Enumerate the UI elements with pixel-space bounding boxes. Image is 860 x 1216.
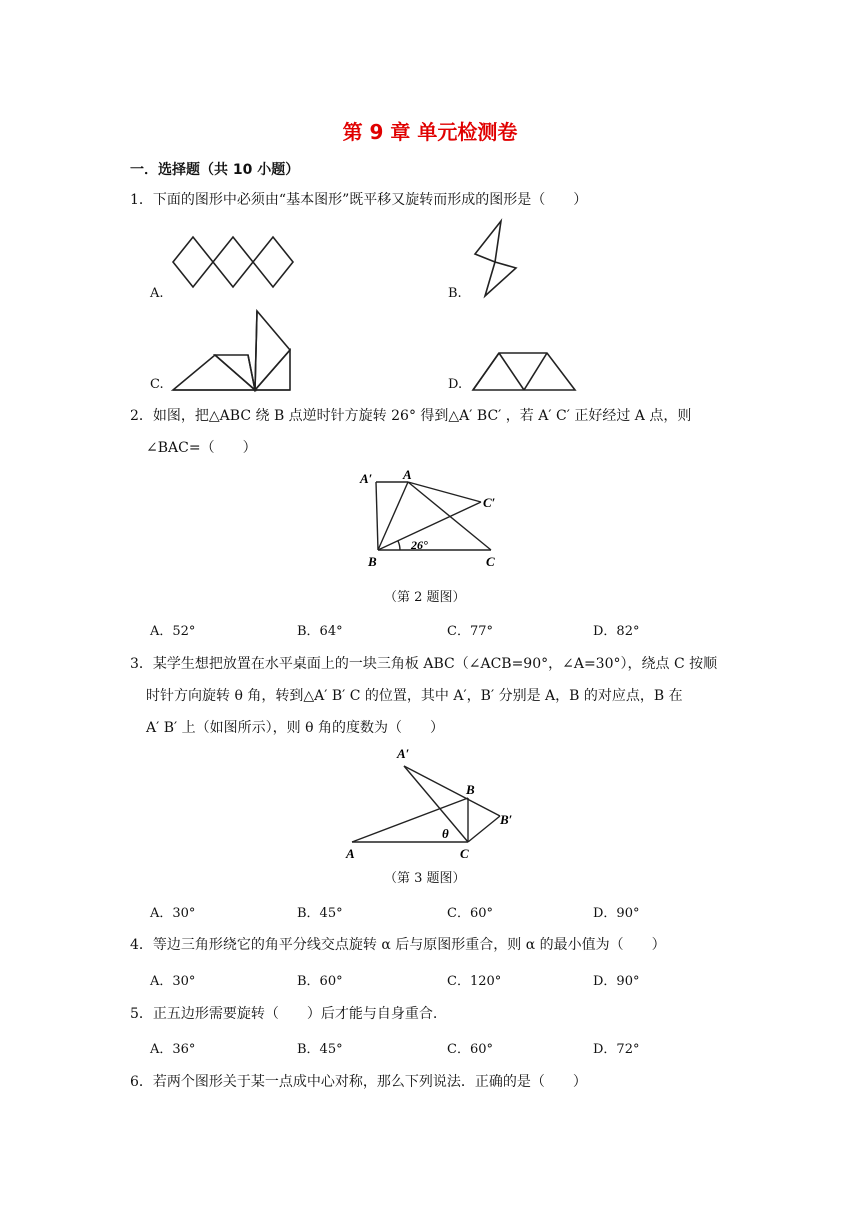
q3-option-d[interactable]: D．90° xyxy=(593,906,640,921)
q1-figure-b xyxy=(470,218,526,300)
q3-option-b[interactable]: B．45° xyxy=(297,906,343,921)
q5-option-d[interactable]: D．72° xyxy=(593,1042,640,1057)
question-3-stem-line3: A′ B′ 上（如图所示），则 θ 角的度数为（ ） xyxy=(146,720,444,736)
q1-option-d[interactable]: D. xyxy=(448,377,463,392)
question-2-stem-line2: ∠BAC=（ ） xyxy=(146,440,257,456)
q2-label-c: C xyxy=(486,554,495,569)
q3-label-b: B xyxy=(466,782,475,797)
q2-figure xyxy=(356,466,506,572)
q4-option-d[interactable]: D．90° xyxy=(593,974,640,989)
q5-option-c[interactable]: C．60° xyxy=(447,1042,493,1057)
q5-option-b[interactable]: B．45° xyxy=(297,1042,343,1057)
q3-option-c[interactable]: C．60° xyxy=(447,906,493,921)
question-3-stem-line1: 3．某学生想把放置在水平桌面上的一块三角板 ABC（∠ACB=90°，∠A=30°），绕点 C 按顺 xyxy=(130,656,718,672)
q3-label-a-prime: A′ xyxy=(397,746,410,761)
q2-option-a[interactable]: A．52° xyxy=(150,624,196,639)
question-2-stem-line1: 2．如图，把△ABC 绕 B 点逆时针方旋转 26° 得到△A′ BC′ ，若 A′ C′ 正好经过 A 点，则 xyxy=(130,408,692,424)
q1-figure-c xyxy=(170,308,296,394)
q2-option-d[interactable]: D．82° xyxy=(593,624,640,639)
q3-figure xyxy=(340,740,520,864)
q1-option-b[interactable]: B. xyxy=(448,286,462,301)
q2-option-b[interactable]: B．64° xyxy=(297,624,343,639)
q3-label-c: C xyxy=(460,846,469,861)
q4-option-c[interactable]: C．120° xyxy=(447,974,502,989)
q1-option-c[interactable]: C. xyxy=(150,377,164,392)
q2-label-a-prime: A′ xyxy=(360,471,373,486)
q2-caption: （第 2 题图） xyxy=(384,590,466,605)
q2-label-a: A xyxy=(403,467,412,482)
q3-label-theta: θ xyxy=(442,826,449,841)
q3-label-a: A xyxy=(346,846,355,861)
q2-label-angle: 26° xyxy=(411,538,428,552)
q1-figure-d xyxy=(468,350,580,394)
q4-option-a[interactable]: A．30° xyxy=(150,974,196,989)
q5-option-a[interactable]: A．36° xyxy=(150,1042,196,1057)
question-3-stem-line2: 时针方向旋转 θ 角，转到△A′ B′ C 的位置，其中 A′，B′ 分别是 A，B 的对应点，B 在 xyxy=(146,688,683,704)
q3-label-b-prime: B′ xyxy=(500,812,513,827)
question-1-stem: 1．下面的图形中必须由“基本图形”既平移又旋转而形成的图形是（ ） xyxy=(130,192,588,208)
q1-option-a[interactable]: A. xyxy=(150,286,164,301)
q3-option-a[interactable]: A．30° xyxy=(150,906,196,921)
question-4-stem: 4．等边三角形绕它的角平分线交点旋转 α 后与原图形重合，则 α 的最小值为（ ） xyxy=(130,937,666,953)
page-title: 第 9 章 单元检测卷 xyxy=(342,120,518,144)
question-6-stem: 6．若两个图形关于某一点成中心对称，那么下列说法．正确的是（ ） xyxy=(130,1074,587,1090)
q4-option-b[interactable]: B．60° xyxy=(297,974,343,989)
q3-caption: （第 3 题图） xyxy=(384,871,466,886)
q2-option-c[interactable]: C．77° xyxy=(447,624,493,639)
section-heading: 一．选择题（共 10 小题） xyxy=(130,162,300,178)
q1-figure-a xyxy=(168,232,296,302)
q2-label-b: B xyxy=(368,554,377,569)
q2-label-c-prime: C′ xyxy=(483,495,496,510)
question-5-stem: 5．正五边形需要旋转（ ）后才能与自身重合. xyxy=(130,1006,438,1022)
